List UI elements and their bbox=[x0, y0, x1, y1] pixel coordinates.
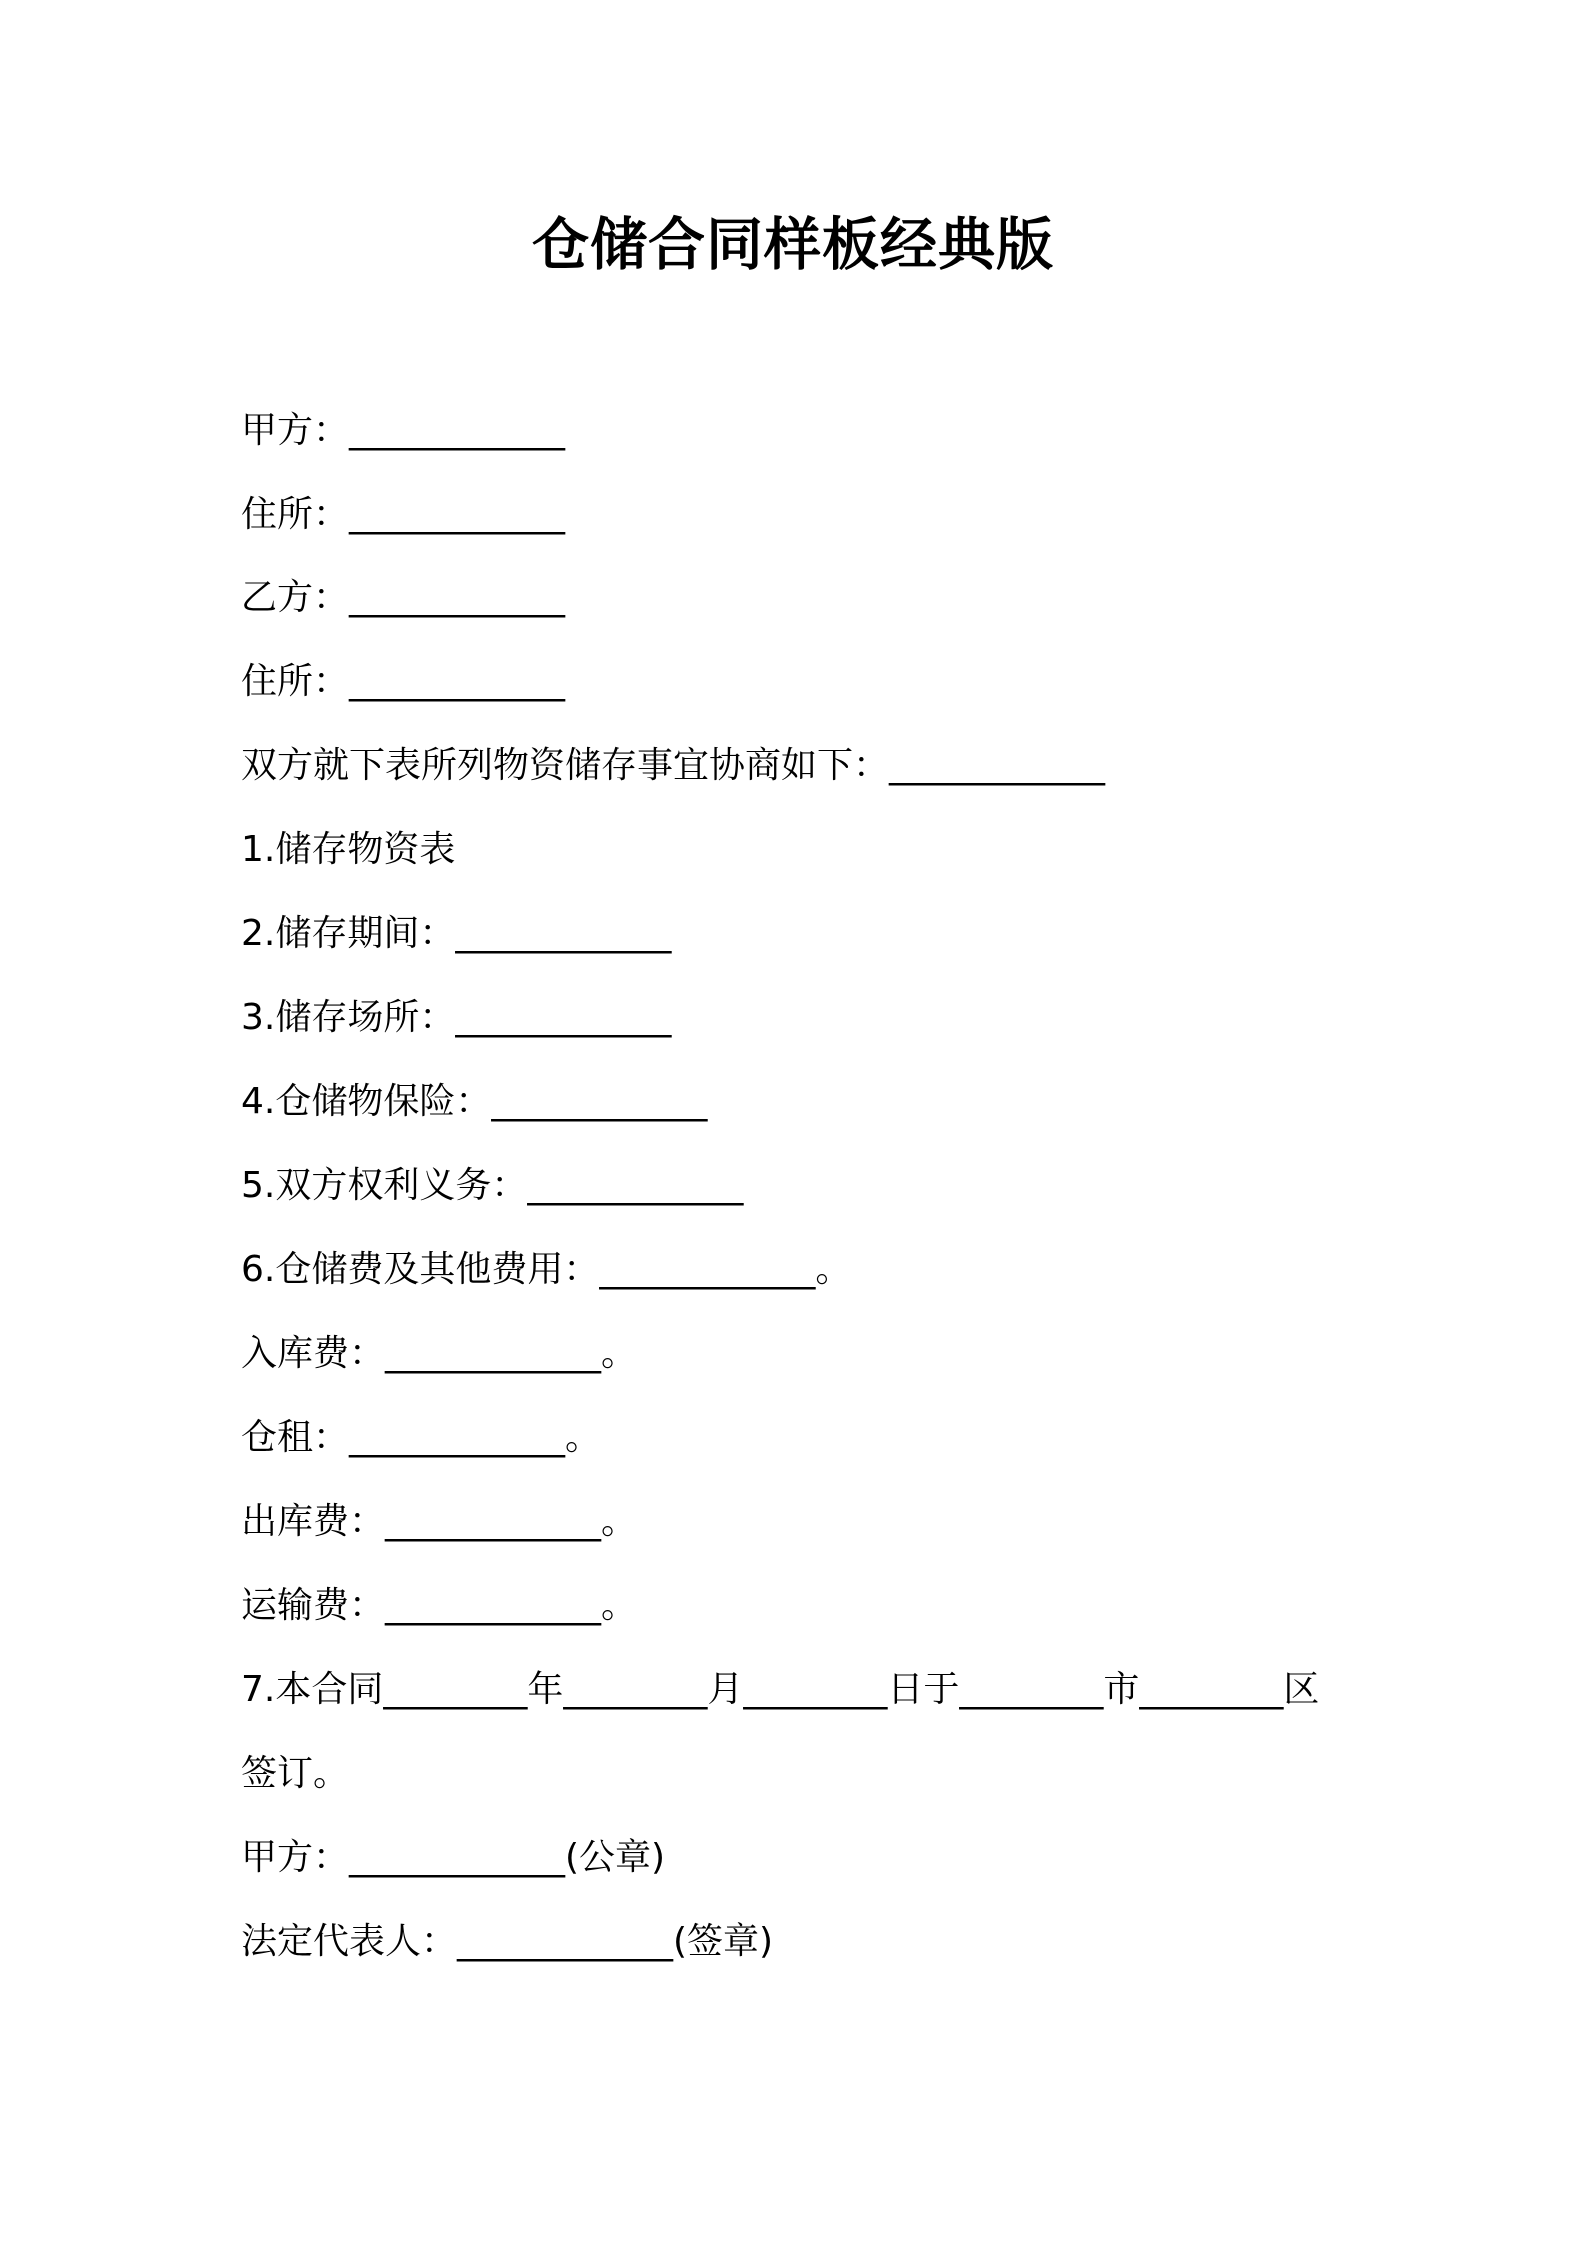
party-b-address-blank[interactable]: ____________ bbox=[349, 661, 566, 702]
district-blank[interactable]: ________ bbox=[1139, 1669, 1284, 1710]
party-a-address-blank[interactable]: ____________ bbox=[349, 494, 566, 535]
storage-location-line bbox=[241, 990, 671, 1046]
fees-blank[interactable]: ____________ bbox=[599, 1249, 816, 1290]
field-label: 2.储存期间： bbox=[241, 913, 456, 954]
district-label: 区 bbox=[1283, 1669, 1320, 1710]
field-label: 法定代表人： bbox=[241, 1921, 458, 1962]
rights-obligations-blank[interactable]: ____________ bbox=[527, 1165, 744, 1206]
field-label: 住所： bbox=[241, 494, 350, 535]
rent-line bbox=[241, 1410, 601, 1466]
month-blank[interactable]: ________ bbox=[563, 1669, 708, 1710]
transport-fee-blank[interactable]: ____________ bbox=[385, 1585, 602, 1626]
clause-prefix: 7.本合同 bbox=[241, 1669, 384, 1710]
party-b-line bbox=[241, 570, 565, 626]
day-blank[interactable]: ________ bbox=[743, 1669, 888, 1710]
party-b-blank[interactable]: ____________ bbox=[349, 577, 566, 618]
period-mark: 。 bbox=[565, 1417, 602, 1458]
field-label: 入库费： bbox=[241, 1333, 386, 1374]
period-mark: 。 bbox=[601, 1501, 638, 1542]
signing-date-place-line bbox=[241, 1662, 1319, 1718]
party-a-seal-blank[interactable]: ____________ bbox=[349, 1837, 566, 1878]
city-blank[interactable]: ________ bbox=[959, 1669, 1104, 1710]
legal-representative-blank[interactable]: ____________ bbox=[457, 1921, 674, 1962]
inbound-fee-blank[interactable]: ____________ bbox=[385, 1333, 602, 1374]
year-label: 年 bbox=[527, 1669, 564, 1710]
field-label: 5.双方权利义务： bbox=[241, 1165, 528, 1206]
party-b-address-line bbox=[241, 654, 565, 710]
agreement-intro-blank[interactable]: ____________ bbox=[889, 745, 1106, 786]
rights-obligations-line bbox=[241, 1158, 743, 1214]
party-a-seal-line bbox=[241, 1830, 665, 1886]
field-label: 运输费： bbox=[241, 1585, 386, 1626]
outbound-fee-blank[interactable]: ____________ bbox=[385, 1501, 602, 1542]
field-label: 3.储存场所： bbox=[241, 997, 456, 1038]
field-label: 双方就下表所列物资储存事宜协商如下： bbox=[241, 745, 890, 786]
field-label: 4.仓储物保险： bbox=[241, 1081, 492, 1122]
period-mark: 。 bbox=[601, 1333, 638, 1374]
insurance-line bbox=[241, 1074, 707, 1130]
transport-fee-line bbox=[241, 1578, 637, 1634]
party-a-blank[interactable]: ____________ bbox=[349, 410, 566, 451]
party-a-address-line bbox=[241, 487, 565, 543]
outbound-fee-line bbox=[241, 1494, 637, 1550]
party-a-line bbox=[241, 403, 565, 459]
year-blank[interactable]: ________ bbox=[383, 1669, 528, 1710]
rent-blank[interactable]: ____________ bbox=[349, 1417, 566, 1458]
field-label: 出库费： bbox=[241, 1501, 386, 1542]
seal-note: (公章) bbox=[565, 1837, 666, 1878]
signature-note: (签章) bbox=[673, 1921, 774, 1962]
fees-line bbox=[241, 1242, 851, 1298]
storage-period-blank[interactable]: ____________ bbox=[455, 913, 672, 954]
field-label: 6.仓储费及其他费用： bbox=[241, 1249, 600, 1290]
legal-representative-line bbox=[241, 1914, 773, 1970]
document-title: 仓储合同样板经典版 bbox=[532, 212, 1054, 278]
storage-period-line bbox=[241, 906, 671, 962]
period-mark: 。 bbox=[601, 1585, 638, 1626]
signing-continuation: 签订。 bbox=[241, 1753, 350, 1794]
inbound-fee-line bbox=[241, 1326, 637, 1382]
field-label: 仓租： bbox=[241, 1417, 350, 1458]
field-label: 乙方： bbox=[241, 577, 350, 618]
field-label: 甲方： bbox=[241, 410, 350, 451]
storage-goods-table-heading: 1.储存物资表 bbox=[241, 829, 456, 870]
field-label: 甲方： bbox=[241, 1837, 350, 1878]
agreement-intro-line bbox=[241, 738, 1105, 794]
field-label: 住所： bbox=[241, 661, 350, 702]
day-label: 日于 bbox=[887, 1669, 960, 1710]
month-label: 月 bbox=[707, 1669, 744, 1710]
period-mark: 。 bbox=[815, 1249, 852, 1290]
storage-location-blank[interactable]: ____________ bbox=[455, 997, 672, 1038]
city-label: 市 bbox=[1103, 1669, 1140, 1710]
insurance-blank[interactable]: ____________ bbox=[491, 1081, 708, 1122]
